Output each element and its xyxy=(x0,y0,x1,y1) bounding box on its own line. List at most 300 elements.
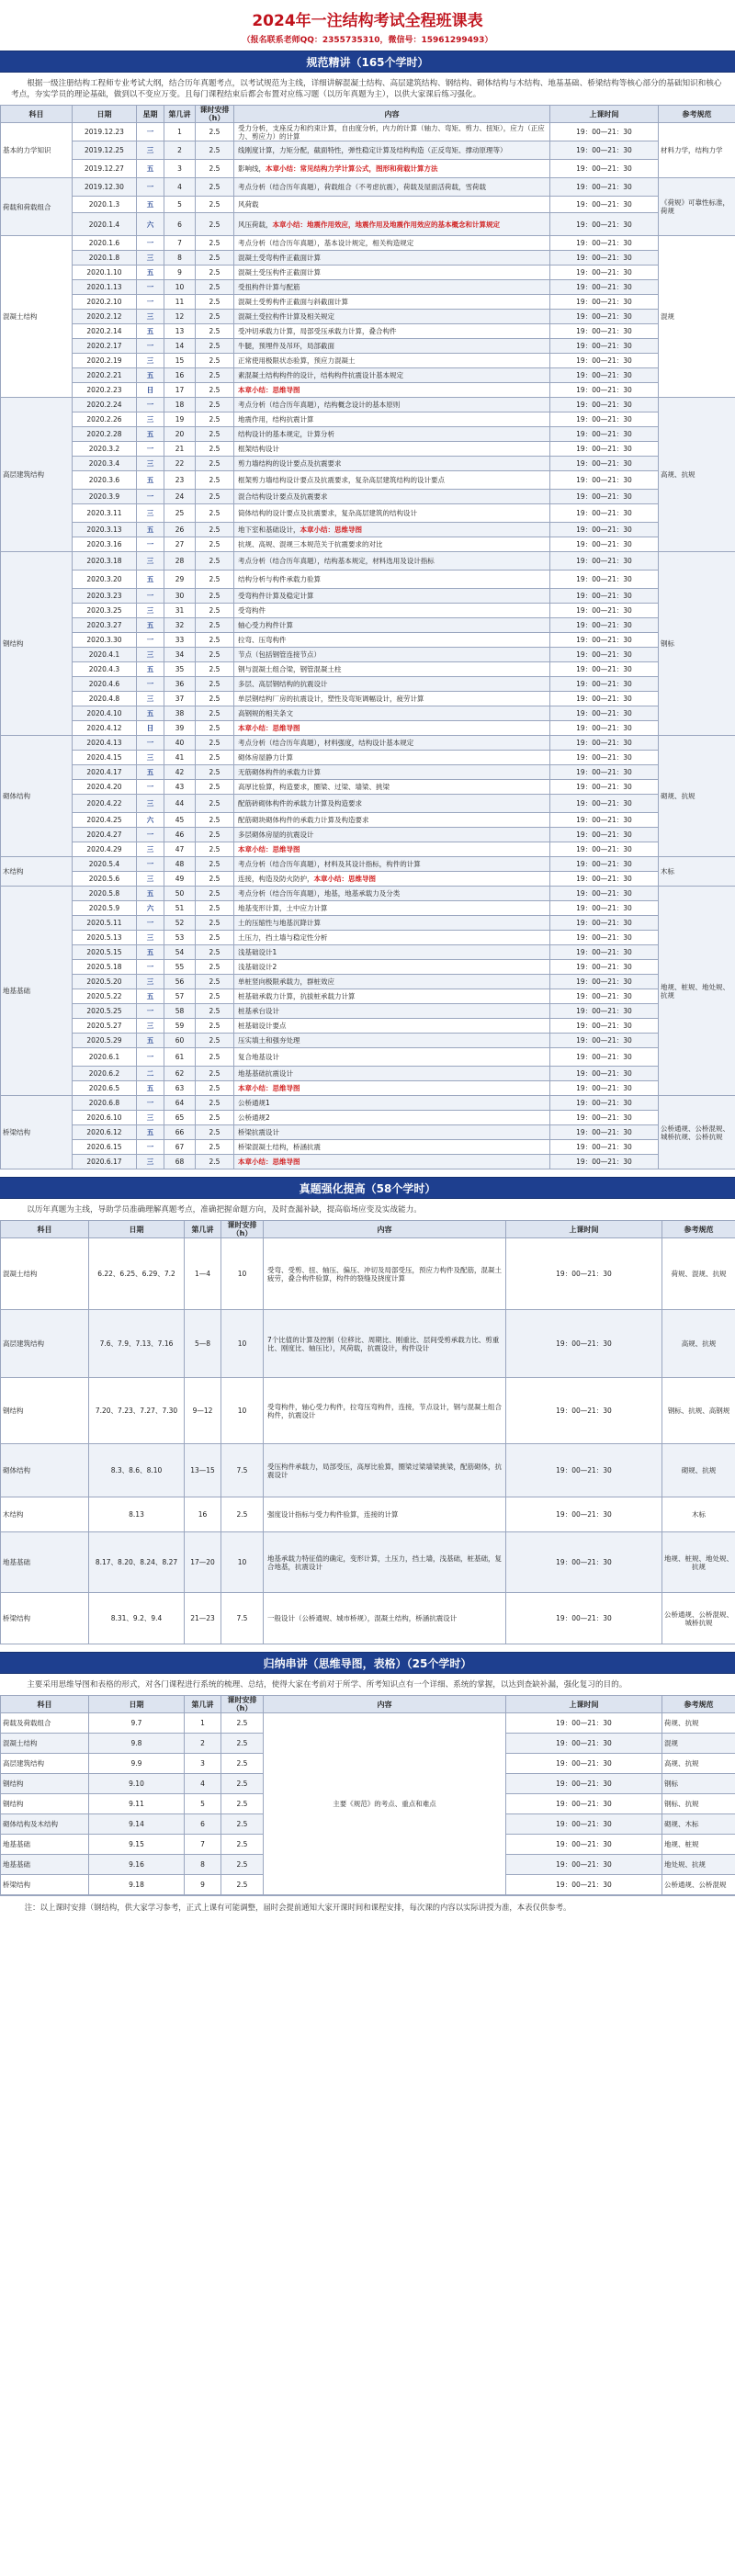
highlight-text: 本章小结：思维导图 xyxy=(238,1084,300,1092)
table-row xyxy=(1,141,735,160)
date-cell: 2020.5.18 xyxy=(73,960,137,975)
table-row xyxy=(1,780,735,795)
weekday-cell: 一 xyxy=(137,490,164,504)
lecture-no-cell: 57 xyxy=(164,989,196,1004)
highlight-text: 本章小结：思维导图 xyxy=(238,1158,300,1166)
hours-cell: 2.5 xyxy=(196,975,234,989)
weekday-cell: 五 xyxy=(137,266,164,280)
weekday-cell: 五 xyxy=(137,523,164,537)
date-cell: 2020.1.8 xyxy=(73,251,137,266)
hours-cell: 2.5 xyxy=(196,383,234,398)
hours-cell: 2.5 xyxy=(196,354,234,368)
date-cell: 2020.2.17 xyxy=(73,339,137,354)
content-cell: 受力分析，支座反力和约束计算，自由度分析，内力的计算（轴力、弯矩、剪力、扭矩），应力（正应力、剪应力）的计算 xyxy=(234,123,550,141)
content-cell: 考点分析（结合历年真题），材料强度，结构设计基本规定 xyxy=(234,736,550,751)
date-cell: 9.11 xyxy=(89,1794,185,1814)
time-cell: 19：00—21：30 xyxy=(550,427,659,442)
date-cell: 2020.6.10 xyxy=(73,1111,137,1125)
content-text: 地下室和基础设计， xyxy=(238,525,300,534)
content-cell: 无筋砌体构件的承载力计算 xyxy=(234,765,550,780)
hours-cell: 2.5 xyxy=(196,339,234,354)
lecture-no-cell: 26 xyxy=(164,523,196,537)
time-cell: 19：00—21：30 xyxy=(506,1593,662,1644)
date-cell: 2020.3.9 xyxy=(73,490,137,504)
content-cell: 考点分析（结合历年真题），结构基本规定，材料选用及设计指标 xyxy=(234,552,550,571)
time-cell: 19：00—21：30 xyxy=(550,236,659,251)
table-row xyxy=(1,736,735,751)
lecture-no-cell: 6 xyxy=(164,213,196,236)
hours-cell: 2.5 xyxy=(221,1497,264,1532)
lecture-no-cell: 43 xyxy=(164,780,196,795)
weekday-cell: 五 xyxy=(137,160,164,178)
hours-cell: 2.5 xyxy=(196,706,234,721)
table-row xyxy=(1,916,735,931)
footer-note: 注：以上课时安排（钢结构，供大家学习参考，正式上课有可能调整，届时会提前通知大家开课时间和课程安排，每次课的内容以实际讲授为准，本表仅供参考。 xyxy=(0,1895,735,1918)
time-cell: 19：00—21：30 xyxy=(550,1125,659,1140)
lecture-no-cell: 36 xyxy=(164,677,196,692)
time-cell: 19：00—21：30 xyxy=(550,736,659,751)
content-cell: 受弯、受剪、扭、轴压、偏压、冲切及局部受压，预应力构件及配筋，混凝土疲劳，叠合构件验算，构件的裂缝及挠度计算 xyxy=(264,1238,506,1310)
time-cell: 19：00—21：30 xyxy=(550,339,659,354)
hours-cell: 2.5 xyxy=(196,901,234,916)
lecture-no-cell: 1 xyxy=(185,1713,221,1734)
time-cell: 19：00—21：30 xyxy=(550,523,659,537)
time-cell: 19：00—21：30 xyxy=(550,706,659,721)
lecture-no-cell: 27 xyxy=(164,537,196,552)
table-row xyxy=(1,490,735,504)
hours-cell: 2.5 xyxy=(196,1111,234,1125)
hours-cell: 2.5 xyxy=(196,813,234,828)
time-cell: 19：00—21：30 xyxy=(550,872,659,887)
content-cell xyxy=(234,523,550,537)
content-cell: 单桩竖向极限承载力，群桩效应 xyxy=(234,975,550,989)
time-cell: 19：00—21：30 xyxy=(506,1875,662,1895)
weekday-cell: 一 xyxy=(137,1096,164,1111)
lecture-no-cell: 5—8 xyxy=(185,1310,221,1378)
weekday-cell: 三 xyxy=(137,795,164,813)
date-cell: 2020.4.29 xyxy=(73,842,137,857)
content-cell: 框架结构设计 xyxy=(234,442,550,457)
date-cell: 2020.2.21 xyxy=(73,368,137,383)
date-cell: 2020.3.6 xyxy=(73,471,137,490)
subject-cell: 荷载及荷载组合 xyxy=(1,1713,89,1734)
date-cell: 2020.5.29 xyxy=(73,1034,137,1048)
time-cell: 19：00—21：30 xyxy=(506,1835,662,1855)
highlight-text: 本章小结：思维导图 xyxy=(300,525,362,534)
lecture-no-cell: 22 xyxy=(164,457,196,471)
table-row xyxy=(1,160,735,178)
weekday-cell: 一 xyxy=(137,442,164,457)
reference-cell: 高规、抗规 xyxy=(662,1754,735,1774)
time-cell: 19：00—21：30 xyxy=(506,1794,662,1814)
weekday-cell: 三 xyxy=(137,931,164,945)
table-row xyxy=(1,648,735,662)
content-cell: 土压力，挡土墙与稳定性分析 xyxy=(234,931,550,945)
content-cell: 考点分析（结合历年真题），地基，地基承载力及分类 xyxy=(234,887,550,901)
time-cell: 19：00—21：30 xyxy=(550,989,659,1004)
time-cell: 19：00—21：30 xyxy=(550,901,659,916)
hours-cell: 2.5 xyxy=(196,872,234,887)
date-cell: 2020.4.22 xyxy=(73,795,137,813)
date-cell: 2020.1.4 xyxy=(73,213,137,236)
table-row xyxy=(1,589,735,604)
subject-cell: 钢结构 xyxy=(1,552,73,736)
subject-cell: 钢结构 xyxy=(1,1774,89,1794)
subject-cell: 高层建筑结构 xyxy=(1,398,73,552)
hours-cell: 2.5 xyxy=(196,523,234,537)
hours-cell: 2.5 xyxy=(196,141,234,160)
lecture-no-cell: 21—23 xyxy=(185,1593,221,1644)
weekday-cell: 一 xyxy=(137,123,164,141)
table-row xyxy=(1,1444,735,1497)
content-cell xyxy=(234,1081,550,1096)
weekday-cell: 三 xyxy=(137,872,164,887)
weekday-cell: 五 xyxy=(137,887,164,901)
section-exam-intro: 以历年真题为主线，导助学员准确理解真题考点，准确把握命题方向，及时查漏补缺，提高临场应变及实战能力。 xyxy=(27,1205,422,1215)
lecture-no-cell: 1 xyxy=(164,123,196,141)
hours-cell: 2.5 xyxy=(196,1048,234,1067)
weekday-cell: 一 xyxy=(137,236,164,251)
column-header: 上课时间 xyxy=(506,1696,662,1713)
lecture-no-cell: 58 xyxy=(164,1004,196,1019)
date-cell: 2020.3.11 xyxy=(73,504,137,523)
column-header: 上课时间 xyxy=(506,1221,662,1238)
hours-cell: 2.5 xyxy=(196,160,234,178)
highlight-text: 本章小结：思维导图 xyxy=(238,845,300,853)
reference-cell: 钢标、抗规 xyxy=(662,1794,735,1814)
content-cell: 多层、高层钢结构的抗震设计 xyxy=(234,677,550,692)
table-row xyxy=(1,178,735,197)
lecture-no-cell: 16 xyxy=(185,1497,221,1532)
time-cell: 19：00—21：30 xyxy=(550,1034,659,1048)
date-cell: 2020.3.18 xyxy=(73,552,137,571)
time-cell: 19：00—21：30 xyxy=(550,604,659,618)
lecture-no-cell: 28 xyxy=(164,552,196,571)
date-cell: 2020.4.8 xyxy=(73,692,137,706)
date-cell: 2020.3.25 xyxy=(73,604,137,618)
table-row xyxy=(1,1081,735,1096)
weekday-cell: 六 xyxy=(137,813,164,828)
content-cell: 正常使用极限状态验算，预应力混凝土 xyxy=(234,354,550,368)
weekday-cell: 五 xyxy=(137,368,164,383)
hours-cell: 2.5 xyxy=(196,398,234,412)
time-cell: 19：00—21：30 xyxy=(550,442,659,457)
date-cell: 2020.6.12 xyxy=(73,1125,137,1140)
date-cell: 2020.3.4 xyxy=(73,457,137,471)
weekday-cell: 一 xyxy=(137,633,164,648)
content-cell: 配筋砖砌体构件的承载力计算及构造要求 xyxy=(234,795,550,813)
section-lecture-title: 规范精讲（165个学时） xyxy=(0,51,735,73)
content-cell: 配筋砌块砌体构件的承载力计算及构造要求 xyxy=(234,813,550,828)
time-cell: 19：00—21：30 xyxy=(550,887,659,901)
table-row xyxy=(1,1713,735,1734)
content-cell: 线刚度计算，力矩分配，截面特性，弹性稳定计算及结构构造（正反弯矩、撑动原理等） xyxy=(234,141,550,160)
lecture-no-cell: 8 xyxy=(185,1855,221,1875)
hours-cell: 2.5 xyxy=(196,765,234,780)
table-row xyxy=(1,324,735,339)
date-cell: 2020.4.1 xyxy=(73,648,137,662)
subject-cell: 地基基础 xyxy=(1,887,73,1096)
reference-cell: 钢标、抗规、高钢规 xyxy=(662,1378,735,1444)
date-cell: 2020.6.2 xyxy=(73,1067,137,1081)
date-cell: 2020.3.2 xyxy=(73,442,137,457)
time-cell: 19：00—21：30 xyxy=(550,123,659,141)
content-cell: 土的压缩性与地基沉降计算 xyxy=(234,916,550,931)
lecture-no-cell: 2 xyxy=(164,141,196,160)
date-cell: 2020.4.12 xyxy=(73,721,137,736)
highlight-text: 本章小结：常见结构力学计算公式，图形和荷载计算方法 xyxy=(266,164,438,173)
time-cell: 19：00—21：30 xyxy=(550,457,659,471)
time-cell: 19：00—21：30 xyxy=(550,141,659,160)
time-cell: 19：00—21：30 xyxy=(550,368,659,383)
lecture-no-cell: 6 xyxy=(185,1814,221,1835)
content-cell: 受冲切承载力计算，局部受压承载力计算，叠合构件 xyxy=(234,324,550,339)
reference-cell: 荷规、抗规 xyxy=(662,1713,735,1734)
time-cell: 19：00—21：30 xyxy=(506,1713,662,1734)
reference-cell: 高规、抗规 xyxy=(662,1310,735,1378)
lecture-no-cell: 60 xyxy=(164,1034,196,1048)
content-cell: 混凝土受压构件正截面计算 xyxy=(234,266,550,280)
content-text: 风压荷载， xyxy=(238,220,273,229)
lecture-no-cell: 5 xyxy=(185,1794,221,1814)
weekday-cell: 五 xyxy=(137,1081,164,1096)
time-cell: 19：00—21：30 xyxy=(550,692,659,706)
hours-cell: 2.5 xyxy=(196,280,234,295)
content-cell: 受弯构件计算及稳定计算 xyxy=(234,589,550,604)
hours-cell: 2.5 xyxy=(196,471,234,490)
hours-cell: 2.5 xyxy=(196,442,234,457)
weekday-cell: 五 xyxy=(137,662,164,677)
lecture-no-cell: 10 xyxy=(164,280,196,295)
time-cell: 19：00—21：30 xyxy=(550,471,659,490)
lecture-no-cell: 19 xyxy=(164,412,196,427)
weekday-cell: 三 xyxy=(137,1111,164,1125)
time-cell: 19：00—21：30 xyxy=(550,751,659,765)
time-cell: 19：00—21：30 xyxy=(506,1754,662,1774)
weekday-cell: 一 xyxy=(137,1004,164,1019)
weekday-cell: 五 xyxy=(137,1125,164,1140)
lecture-no-cell: 29 xyxy=(164,571,196,589)
weekday-cell: 一 xyxy=(137,736,164,751)
date-cell: 8.17、8.20、8.24、8.27 xyxy=(89,1532,185,1593)
reference-cell: 《荷规》可靠性标准，荷规 xyxy=(659,178,735,236)
reference-cell: 公桥通规、公桥混规、城桥抗规 xyxy=(662,1593,735,1644)
reference-cell: 砌规、木标 xyxy=(662,1814,735,1835)
date-cell: 2020.4.27 xyxy=(73,828,137,842)
table-row xyxy=(1,887,735,901)
content-cell: 拉弯、压弯构件 xyxy=(234,633,550,648)
date-cell: 2020.3.20 xyxy=(73,571,137,589)
content-cell: 浅基础设计1 xyxy=(234,945,550,960)
table-row xyxy=(1,1067,735,1081)
column-header: 日期 xyxy=(89,1221,185,1238)
column-header: 第几讲 xyxy=(185,1696,221,1713)
hours-cell: 2.5 xyxy=(221,1814,264,1835)
hours-cell: 2.5 xyxy=(196,123,234,141)
weekday-cell: 一 xyxy=(137,398,164,412)
lecture-no-cell: 13—15 xyxy=(185,1444,221,1497)
time-cell: 19：00—21：30 xyxy=(550,633,659,648)
weekday-cell: 三 xyxy=(137,975,164,989)
weekday-cell: 一 xyxy=(137,280,164,295)
section-lecture-intro: 根据一级注册结构工程师专业考试大纲，结合历年真题考点，以考试规范为主线，详细讲解混凝土结构、高层建筑结构、钢结构、砌体结构与木结构、地基基础、桥梁结构等核心部分的基础知识和核心考点，夯实学员的理论基础，做到以不变应万变。且每门课程结束后都会布置对应练习题（以历年真题为主），以供大家课后练习强化。 xyxy=(11,79,722,99)
subject-cell: 地基基础 xyxy=(1,1855,89,1875)
date-cell: 2020.2.19 xyxy=(73,354,137,368)
lecture-no-cell: 49 xyxy=(164,872,196,887)
table-row xyxy=(1,1096,735,1111)
time-cell: 19：00—21：30 xyxy=(550,213,659,236)
weekday-cell: 一 xyxy=(137,295,164,310)
column-header: 日期 xyxy=(73,106,137,123)
table-row xyxy=(1,442,735,457)
content-text: 连接，构造及防火防护， xyxy=(238,875,314,883)
hours-cell: 2.5 xyxy=(196,504,234,523)
date-cell: 2020.4.17 xyxy=(73,765,137,780)
lecture-no-cell: 17 xyxy=(164,383,196,398)
hours-cell: 2.5 xyxy=(196,618,234,633)
table-row xyxy=(1,1378,735,1444)
lecture-no-cell: 3 xyxy=(164,160,196,178)
table-row xyxy=(1,251,735,266)
column-header: 科目 xyxy=(1,1221,89,1238)
weekday-cell: 日 xyxy=(137,721,164,736)
content-cell: 结构设计的基本规定，计算分析 xyxy=(234,427,550,442)
table-row xyxy=(1,872,735,887)
weekday-cell: 一 xyxy=(137,1048,164,1067)
lecture-no-cell: 23 xyxy=(164,471,196,490)
time-cell: 19：00—21：30 xyxy=(550,813,659,828)
table-row xyxy=(1,457,735,471)
lecture-no-cell: 55 xyxy=(164,960,196,975)
table-row xyxy=(1,960,735,975)
table-row xyxy=(1,1593,735,1644)
date-cell: 2020.6.5 xyxy=(73,1081,137,1096)
weekday-cell: 三 xyxy=(137,648,164,662)
table-row xyxy=(1,571,735,589)
time-cell: 19：00—21：30 xyxy=(550,197,659,213)
time-cell: 19：00—21：30 xyxy=(550,677,659,692)
table-row xyxy=(1,945,735,960)
lecture-no-cell: 61 xyxy=(164,1048,196,1067)
weekday-cell: 五 xyxy=(137,197,164,213)
date-cell: 2020.2.12 xyxy=(73,310,137,324)
hours-cell: 2.5 xyxy=(196,1155,234,1169)
date-cell: 2020.6.1 xyxy=(73,1048,137,1067)
content-text: 影响线， xyxy=(238,164,266,173)
weekday-cell: 二 xyxy=(137,1067,164,1081)
time-cell: 19：00—21：30 xyxy=(550,618,659,633)
table-row xyxy=(1,123,735,141)
date-cell: 2020.5.6 xyxy=(73,872,137,887)
content-cell: 桩基承台设计 xyxy=(234,1004,550,1019)
table-row xyxy=(1,1532,735,1593)
subject-cell: 砌体结构 xyxy=(1,1444,89,1497)
lecture-no-cell: 68 xyxy=(164,1155,196,1169)
time-cell: 19：00—21：30 xyxy=(506,1814,662,1835)
table-row xyxy=(1,1155,735,1169)
content-cell: 抗规、高规、混规三本规范关于抗震要求的对比 xyxy=(234,537,550,552)
table-row xyxy=(1,266,735,280)
highlight-text: 本章小结：思维导图 xyxy=(238,386,300,394)
table-row xyxy=(1,383,735,398)
lecture-no-cell: 48 xyxy=(164,857,196,872)
hours-cell: 2.5 xyxy=(196,178,234,197)
table-row xyxy=(1,504,735,523)
subject-cell: 地基基础 xyxy=(1,1532,89,1593)
content-cell: 单层钢结构厂房的抗震设计，塑性及弯矩调幅设计，疲劳计算 xyxy=(234,692,550,706)
content-cell: 公桥通规1 xyxy=(234,1096,550,1111)
table-row xyxy=(1,523,735,537)
subject-cell: 桥梁结构 xyxy=(1,1096,73,1169)
lecture-no-cell: 13 xyxy=(164,324,196,339)
exam-table xyxy=(0,1220,735,1644)
date-cell: 8.31、9.2、9.4 xyxy=(89,1593,185,1644)
time-cell: 19：00—21：30 xyxy=(550,780,659,795)
time-cell: 19：00—21：30 xyxy=(550,490,659,504)
content-cell: 一般设计（公桥通规、城市桥规），混凝土结构，桥涵抗震设计 xyxy=(264,1593,506,1644)
lecture-no-cell: 2 xyxy=(185,1734,221,1754)
table-row xyxy=(1,721,735,736)
hours-cell: 10 xyxy=(221,1238,264,1310)
date-cell: 7.20、7.23、7.27、7.30 xyxy=(89,1378,185,1444)
hours-cell: 2.5 xyxy=(196,989,234,1004)
weekday-cell: 五 xyxy=(137,618,164,633)
lecture-no-cell: 24 xyxy=(164,490,196,504)
date-cell: 2020.3.23 xyxy=(73,589,137,604)
lecture-no-cell: 32 xyxy=(164,618,196,633)
subject-cell: 荷载和荷载组合 xyxy=(1,178,73,236)
date-cell: 7.6、7.9、7.13、7.16 xyxy=(89,1310,185,1378)
hours-cell: 2.5 xyxy=(196,960,234,975)
weekday-cell: 五 xyxy=(137,1034,164,1048)
table-row xyxy=(1,1048,735,1067)
date-cell: 2020.3.13 xyxy=(73,523,137,537)
time-cell: 19：00—21：30 xyxy=(550,842,659,857)
reference-cell: 木标 xyxy=(659,857,735,887)
hours-cell: 2.5 xyxy=(196,1140,234,1155)
weekday-cell: 五 xyxy=(137,427,164,442)
time-cell: 19：00—21：30 xyxy=(550,975,659,989)
hours-cell: 2.5 xyxy=(196,412,234,427)
time-cell: 19：00—21：30 xyxy=(550,383,659,398)
hours-cell: 2.5 xyxy=(196,692,234,706)
content-cell: 主要《规范》的考点、重点和难点 xyxy=(264,1713,506,1895)
date-cell: 2019.12.30 xyxy=(73,178,137,197)
lecture-no-cell: 17—20 xyxy=(185,1532,221,1593)
table-row xyxy=(1,1238,735,1310)
content-cell xyxy=(234,213,550,236)
date-cell: 2020.3.16 xyxy=(73,537,137,552)
time-cell: 19：00—21：30 xyxy=(550,721,659,736)
content-cell: 受压构件承载力，局部受压，高厚比验算，圈梁过梁墙梁挑梁，配筋砌体，抗震设计 xyxy=(264,1444,506,1497)
reference-cell: 钢标 xyxy=(659,552,735,736)
content-cell: 浅基础设计2 xyxy=(234,960,550,975)
table-row xyxy=(1,1111,735,1125)
time-cell: 19：00—21：30 xyxy=(550,354,659,368)
time-cell: 19：00—21：30 xyxy=(550,960,659,975)
hours-cell: 2.5 xyxy=(196,457,234,471)
content-cell xyxy=(234,842,550,857)
table-row xyxy=(1,604,735,618)
weekday-cell: 日 xyxy=(137,383,164,398)
time-cell: 19：00—21：30 xyxy=(506,1734,662,1754)
time-cell: 19：00—21：30 xyxy=(550,1111,659,1125)
hours-cell: 2.5 xyxy=(196,677,234,692)
column-header: 内容 xyxy=(264,1221,506,1238)
date-cell: 2020.6.15 xyxy=(73,1140,137,1155)
subject-cell: 木结构 xyxy=(1,1497,89,1532)
table-row xyxy=(1,1019,735,1034)
